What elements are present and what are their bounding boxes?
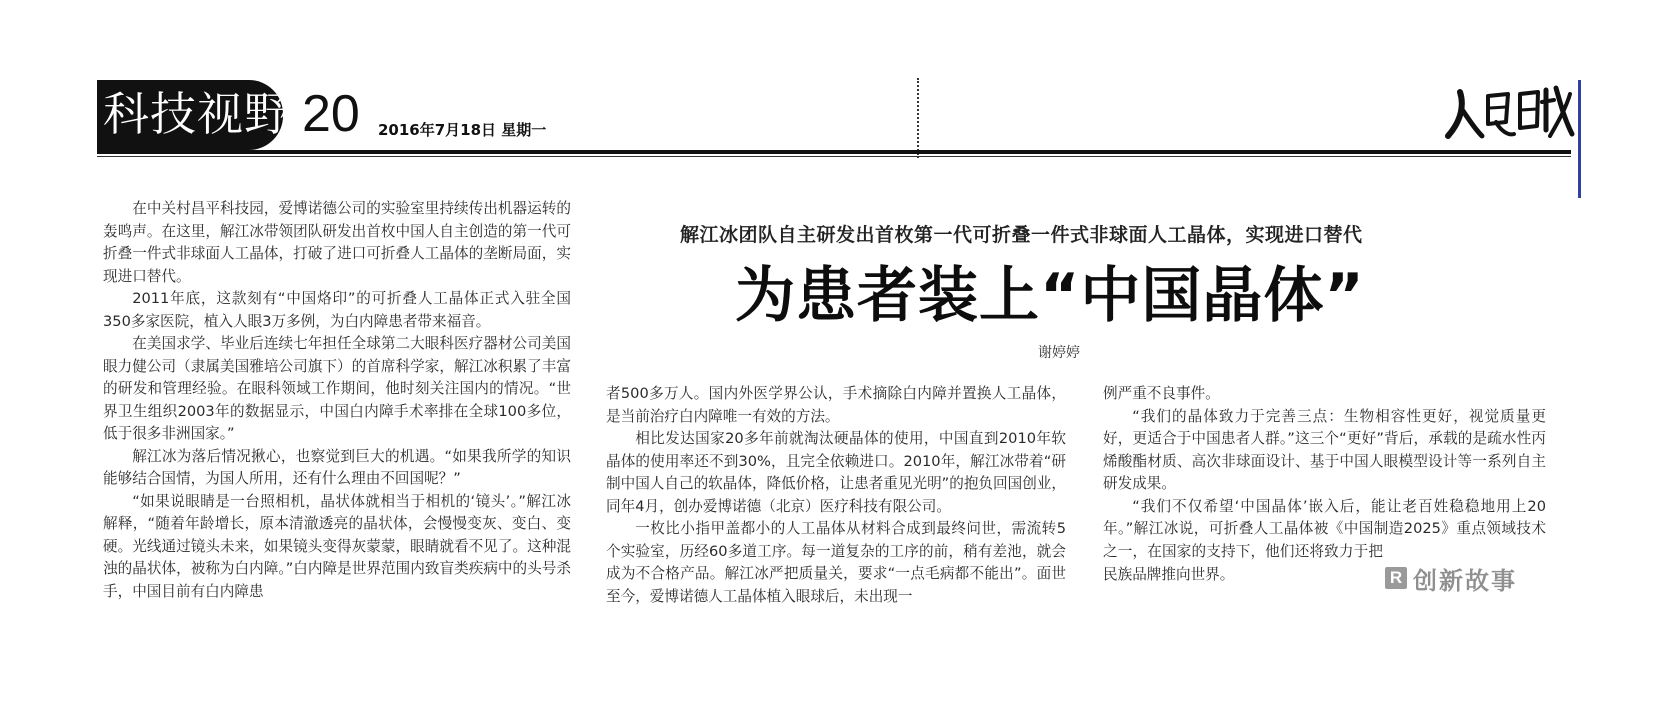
masthead-rule <box>97 150 1571 154</box>
paragraph: 相比发达国家20多年前就淘汰硬晶体的使用，中国直到2010年软晶体的使用率还不到30%，且完全依赖进口。2010年，解江冰带着“研制中国人自己的软晶体，降低价格，让患者重见光明”的抱负回国创业，同年4月，创办爱博诺德（北京）医疗科技有限公司。 <box>606 430 1066 515</box>
paragraph: 者500多万人。国内外医学界公认，手术摘除白内障并置换人工晶体，是当前治疗白内障唯一有效的方法。 <box>606 385 1066 425</box>
paragraph: 在中关村昌平科技园，爱博诺德公司的实验室里持续传出机器运转的轰鸣声。在这里，解江冰带领团队研发出首枚中国人自主创造的第一代可折叠一件式非球面人工晶体，打破了进口可折叠人工晶体的垄断局面，实现进口替代。 <box>103 200 571 285</box>
article-column-3 <box>1103 383 1546 541</box>
paragraph: 例严重不良事件。 <box>1103 385 1220 402</box>
article-deck: 解江冰团队自主研发出首枚第一代可折叠一件式非球面人工晶体，实现进口替代 <box>680 224 1363 246</box>
issue-date: 2016年7月18日 星期一 <box>378 121 547 139</box>
masthead-rule-thin <box>97 156 1571 157</box>
page-edge-bar <box>1578 80 1581 198</box>
fold-line <box>917 78 919 158</box>
paragraph: 解江冰为落后情况揪心，也察觉到巨大的机遇。“如果我所学的知识能够结合国情，为国人所用，还有什么理由不回国呢？” <box>103 447 571 487</box>
paragraph: 之一，在国家的支持下，他们还将致力于把民族品牌推向世界。 <box>1103 543 1383 583</box>
watermark <box>1385 562 1517 594</box>
paragraph: “我们的晶体致力于完善三点：生物相容性更好，视觉质量更好，更适合于中国患者人群。”这三个“更好”背后，承载的是疏水性丙烯酸酯材质、高次非球面设计、基于中国人眼模型设计等一系列自主研发成果。 <box>1103 407 1546 492</box>
article-byline: 谢婷婷 <box>1038 345 1080 361</box>
article-column-3-tail <box>1103 541 1383 586</box>
article-column-2 <box>606 383 1066 618</box>
watermark-text: 创新故事 <box>1413 566 1517 595</box>
paragraph: 2011年底，这款刻有“中国烙印”的可折叠人工晶体正式入驻全国350多家医院，植入人眼3万多例，为白内障患者带来福音。 <box>103 290 571 330</box>
paragraph: “我们不仅希望‘中国晶体’嵌入后，能让老百姓稳稳地用上20年。”解江冰说，可折叠人工晶体被《中国制造2025》重点领域技术 <box>1103 497 1546 537</box>
article-headline: 为患者装上“中国晶体” <box>735 261 1365 331</box>
watermark-badge: R <box>1385 567 1407 589</box>
article-column-1 <box>103 198 571 618</box>
paragraph: “如果说眼睛是一台照相机，晶状体就相当于相机的‘镜头’。”解江冰解释，“随着年龄增长，原本清澈透亮的晶状体，会慢慢变灰、变白、变硬。光线通过镜头未来，如果镜头变得灰蒙蒙，眼睛就看不见了。这种混浊的晶状体，被称为白内障。”白内障是世界范围内致盲类疾病中的头号杀手，中国目前有白内障患 <box>103 492 571 600</box>
paragraph: 一枚比小指甲盖都小的人工晶体从材料合成到最终问世，需流转5个实验室，历经60多道工序。每一道复杂的工序的前，稍有差池，就会成为不合格产品。解江冰严把质量关，要求“一点毛病都不能出”。面世至今，爱博诺德人工晶体植入眼球后，未出现一 <box>606 520 1066 605</box>
section-title: 科技视野 <box>103 87 291 141</box>
paragraph: 在美国求学、毕业后连续七年担任全球第二大眼科医疗器材公司美国眼力健公司（隶属美国雅培公司旗下）的首席科学家，解江冰积累了丰富的研发和管理经验。在眼科领域工作期间，他时刻关注国内的情况。“世界卫生组织2003年的数据显示，中国白内障手术率排在全球100多位，低于很多非洲国家。” <box>103 335 571 442</box>
newspaper-logo <box>1442 78 1576 144</box>
page-number: 20 <box>302 85 360 143</box>
